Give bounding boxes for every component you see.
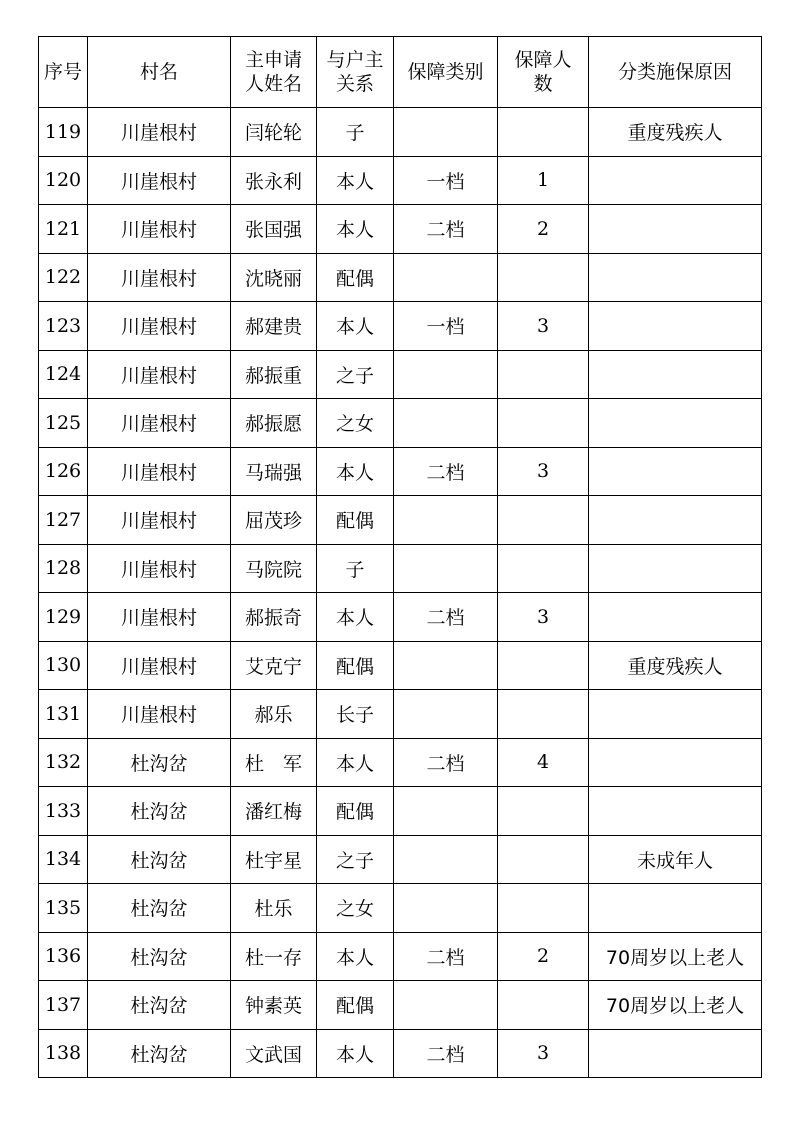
header-relation: 与户主 关系 <box>317 37 394 108</box>
header-row <box>39 37 762 108</box>
table-row <box>39 932 762 981</box>
cell-reason <box>589 593 762 642</box>
cell-category: 二档 <box>394 593 498 642</box>
cell-applicant-name: 郝振愿 <box>231 399 317 448</box>
cell-seq: 138 <box>39 1029 88 1078</box>
table-row <box>39 253 762 302</box>
table-row <box>39 593 762 642</box>
cell-relation: 本人 <box>317 302 394 351</box>
cell-relation: 本人 <box>317 932 394 981</box>
cell-village: 杜沟岔 <box>88 932 231 981</box>
cell-village: 杜沟岔 <box>88 884 231 933</box>
cell-applicant-name: 张永利 <box>231 156 317 205</box>
cell-village: 川崖根村 <box>88 641 231 690</box>
table-row <box>39 156 762 205</box>
cell-village: 川崖根村 <box>88 593 231 642</box>
cell-count: 3 <box>498 447 589 496</box>
cell-relation: 之子 <box>317 350 394 399</box>
cell-reason <box>589 496 762 545</box>
cell-category: 二档 <box>394 738 498 787</box>
cell-count <box>498 399 589 448</box>
cell-count: 3 <box>498 1029 589 1078</box>
cell-category <box>394 641 498 690</box>
cell-village: 川崖根村 <box>88 156 231 205</box>
cell-village: 杜沟岔 <box>88 835 231 884</box>
cell-village: 川崖根村 <box>88 302 231 351</box>
cell-category <box>394 253 498 302</box>
cell-category <box>394 690 498 739</box>
cell-applicant-name: 杜乐 <box>231 884 317 933</box>
table-row <box>39 690 762 739</box>
cell-relation: 本人 <box>317 205 394 254</box>
cell-relation: 之子 <box>317 835 394 884</box>
cell-relation: 本人 <box>317 1029 394 1078</box>
header-reason: 分类施保原因 <box>589 37 762 108</box>
cell-category: 二档 <box>394 1029 498 1078</box>
cell-village: 川崖根村 <box>88 690 231 739</box>
cell-seq: 135 <box>39 884 88 933</box>
table-row <box>39 1029 762 1078</box>
cell-reason <box>589 302 762 351</box>
cell-applicant-name: 杜一存 <box>231 932 317 981</box>
cell-count: 1 <box>498 156 589 205</box>
cell-count: 4 <box>498 738 589 787</box>
cell-relation: 配偶 <box>317 981 394 1030</box>
cell-seq: 127 <box>39 496 88 545</box>
cell-category <box>394 981 498 1030</box>
cell-relation: 之女 <box>317 884 394 933</box>
cell-reason: 重度残疾人 <box>589 108 762 157</box>
cell-reason <box>589 447 762 496</box>
cell-reason <box>589 205 762 254</box>
cell-seq: 136 <box>39 932 88 981</box>
table-row <box>39 205 762 254</box>
cell-applicant-name: 潘红梅 <box>231 787 317 836</box>
table-row <box>39 302 762 351</box>
cell-applicant-name: 郝建贵 <box>231 302 317 351</box>
cell-village: 川崖根村 <box>88 447 231 496</box>
cell-relation: 配偶 <box>317 496 394 545</box>
cell-seq: 130 <box>39 641 88 690</box>
cell-relation: 配偶 <box>317 787 394 836</box>
cell-seq: 123 <box>39 302 88 351</box>
table-row <box>39 447 762 496</box>
table-row <box>39 981 762 1030</box>
cell-seq: 128 <box>39 544 88 593</box>
cell-seq: 121 <box>39 205 88 254</box>
cell-reason <box>589 884 762 933</box>
cell-relation: 长子 <box>317 690 394 739</box>
cell-category <box>394 544 498 593</box>
cell-category <box>394 835 498 884</box>
cell-count <box>498 884 589 933</box>
cell-seq: 124 <box>39 350 88 399</box>
cell-relation: 配偶 <box>317 641 394 690</box>
cell-reason <box>589 156 762 205</box>
cell-reason: 未成年人 <box>589 835 762 884</box>
cell-applicant-name: 闫轮轮 <box>231 108 317 157</box>
cell-category: 一档 <box>394 156 498 205</box>
cell-count <box>498 253 589 302</box>
cell-reason <box>589 350 762 399</box>
cell-village: 川崖根村 <box>88 350 231 399</box>
cell-relation: 本人 <box>317 156 394 205</box>
cell-count <box>498 835 589 884</box>
header-applicant: 主申请 人姓名 <box>231 37 317 108</box>
cell-count: 3 <box>498 593 589 642</box>
table-row <box>39 641 762 690</box>
cell-applicant-name: 沈晓丽 <box>231 253 317 302</box>
cell-category <box>394 350 498 399</box>
cell-reason <box>589 253 762 302</box>
cell-seq: 120 <box>39 156 88 205</box>
table-row <box>39 350 762 399</box>
cell-relation: 本人 <box>317 447 394 496</box>
cell-village: 杜沟岔 <box>88 738 231 787</box>
header-seq: 序号 <box>39 37 88 108</box>
cell-reason: 70周岁以上老人 <box>589 932 762 981</box>
cell-category <box>394 787 498 836</box>
cell-reason <box>589 787 762 836</box>
cell-village: 川崖根村 <box>88 205 231 254</box>
cell-seq: 125 <box>39 399 88 448</box>
table-row <box>39 738 762 787</box>
cell-seq: 137 <box>39 981 88 1030</box>
subsistence-roster-table <box>38 36 762 1078</box>
cell-village: 川崖根村 <box>88 544 231 593</box>
cell-applicant-name: 杜 军 <box>231 738 317 787</box>
cell-seq: 134 <box>39 835 88 884</box>
cell-applicant-name: 郝振重 <box>231 350 317 399</box>
cell-seq: 126 <box>39 447 88 496</box>
cell-reason <box>589 1029 762 1078</box>
cell-relation: 子 <box>317 108 394 157</box>
cell-count <box>498 350 589 399</box>
table-row <box>39 884 762 933</box>
cell-reason <box>589 399 762 448</box>
table-row <box>39 399 762 448</box>
cell-count <box>498 641 589 690</box>
cell-category: 二档 <box>394 447 498 496</box>
cell-applicant-name: 郝乐 <box>231 690 317 739</box>
header-category: 保障类别 <box>394 37 498 108</box>
header-count: 保障人 数 <box>498 37 589 108</box>
cell-village: 杜沟岔 <box>88 787 231 836</box>
cell-count <box>498 496 589 545</box>
cell-relation: 本人 <box>317 593 394 642</box>
cell-village: 杜沟岔 <box>88 981 231 1030</box>
cell-seq: 133 <box>39 787 88 836</box>
cell-village: 川崖根村 <box>88 399 231 448</box>
cell-seq: 122 <box>39 253 88 302</box>
cell-count <box>498 981 589 1030</box>
cell-applicant-name: 钟素英 <box>231 981 317 1030</box>
cell-applicant-name: 马瑞强 <box>231 447 317 496</box>
cell-count <box>498 787 589 836</box>
cell-category: 一档 <box>394 302 498 351</box>
cell-village: 川崖根村 <box>88 253 231 302</box>
cell-reason <box>589 544 762 593</box>
cell-reason: 70周岁以上老人 <box>589 981 762 1030</box>
cell-category: 二档 <box>394 205 498 254</box>
cell-seq: 131 <box>39 690 88 739</box>
cell-seq: 132 <box>39 738 88 787</box>
table-row <box>39 544 762 593</box>
cell-applicant-name: 艾克宁 <box>231 641 317 690</box>
cell-category <box>394 108 498 157</box>
table-row <box>39 496 762 545</box>
cell-count: 3 <box>498 302 589 351</box>
table-row <box>39 108 762 157</box>
cell-reason <box>589 690 762 739</box>
cell-category <box>394 399 498 448</box>
cell-reason <box>589 738 762 787</box>
cell-count <box>498 108 589 157</box>
cell-applicant-name: 张国强 <box>231 205 317 254</box>
cell-count <box>498 544 589 593</box>
cell-category <box>394 884 498 933</box>
table-row <box>39 835 762 884</box>
header-village: 村名 <box>88 37 231 108</box>
cell-applicant-name: 郝振奇 <box>231 593 317 642</box>
cell-applicant-name: 文武国 <box>231 1029 317 1078</box>
cell-relation: 之女 <box>317 399 394 448</box>
cell-reason: 重度残疾人 <box>589 641 762 690</box>
cell-count: 2 <box>498 932 589 981</box>
cell-relation: 配偶 <box>317 253 394 302</box>
cell-applicant-name: 屈茂珍 <box>231 496 317 545</box>
cell-seq: 129 <box>39 593 88 642</box>
cell-village: 川崖根村 <box>88 496 231 545</box>
cell-relation: 本人 <box>317 738 394 787</box>
cell-applicant-name: 马院院 <box>231 544 317 593</box>
cell-category <box>394 496 498 545</box>
cell-village: 杜沟岔 <box>88 1029 231 1078</box>
cell-seq: 119 <box>39 108 88 157</box>
cell-count: 2 <box>498 205 589 254</box>
cell-village: 川崖根村 <box>88 108 231 157</box>
cell-applicant-name: 杜宇星 <box>231 835 317 884</box>
cell-category: 二档 <box>394 932 498 981</box>
cell-count <box>498 690 589 739</box>
table-row <box>39 787 762 836</box>
cell-relation: 子 <box>317 544 394 593</box>
